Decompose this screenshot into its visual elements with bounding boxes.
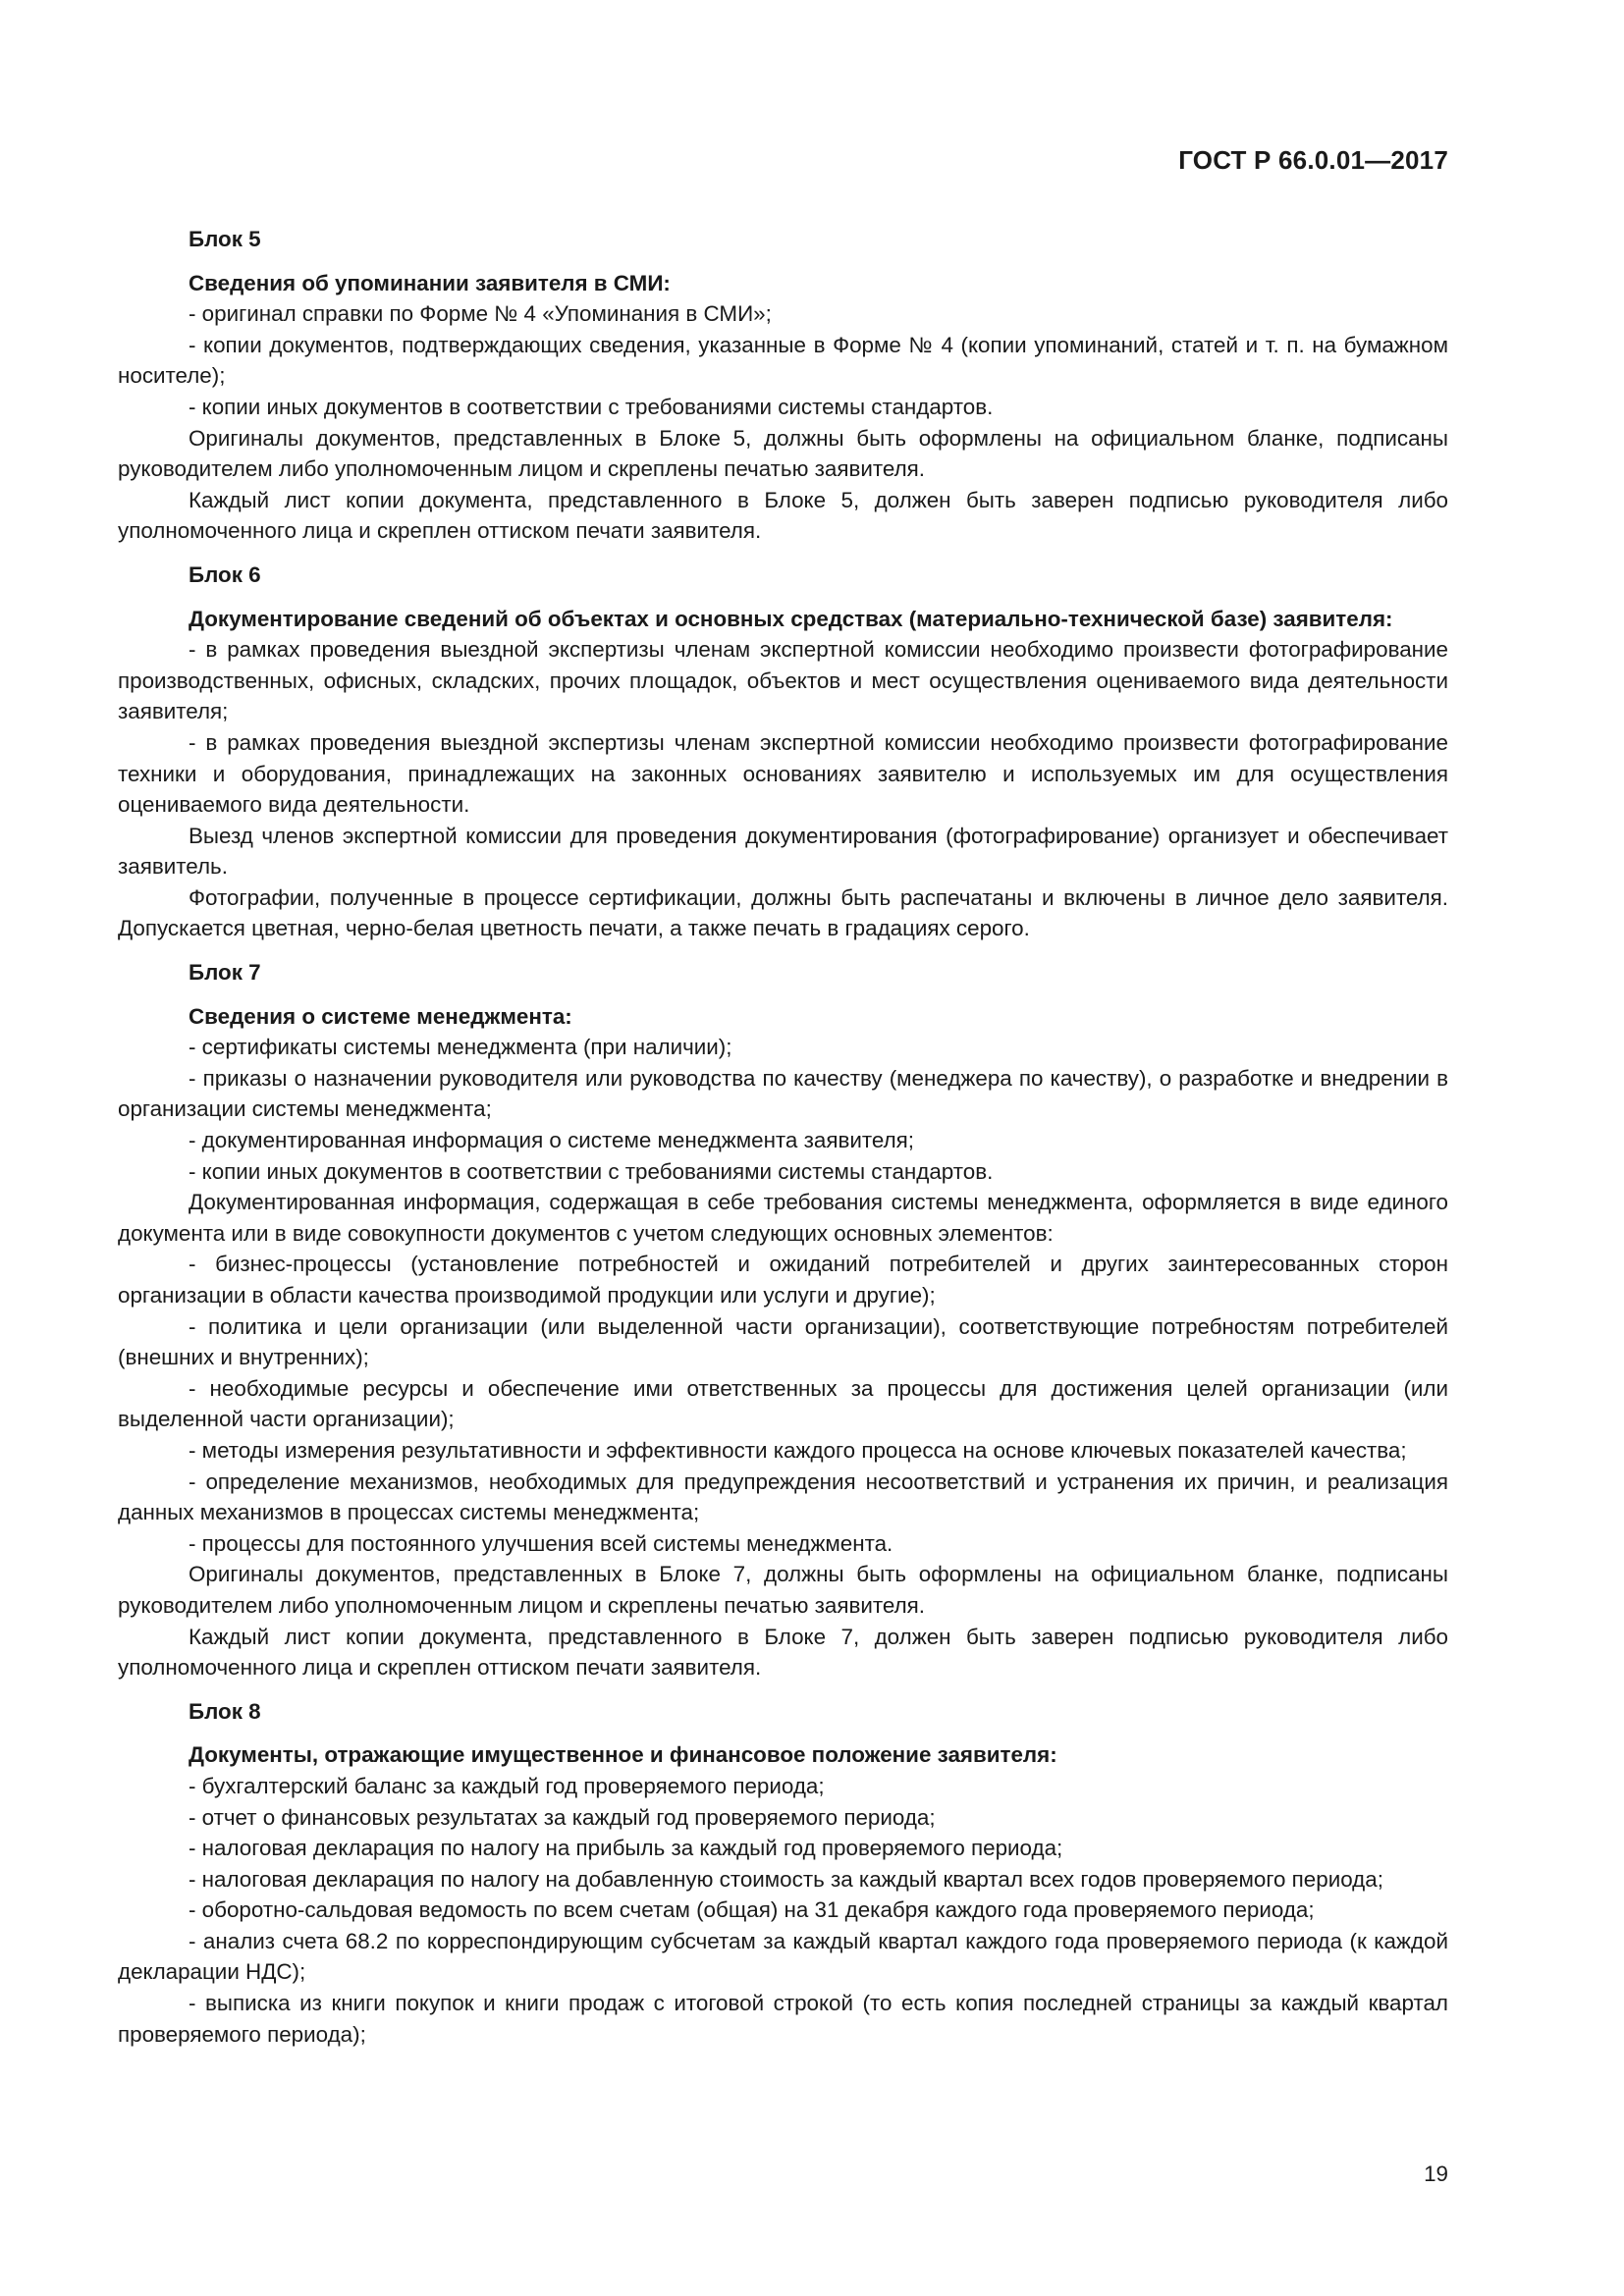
body-paragraph: Документированная информация, содержащая в себе требования системы менеджмента, оформляется в виде единого документа или в виде совокупности документов с учетом следующих основных элементов: xyxy=(118,1190,1448,1246)
body-paragraph: - политика и цели организации (или выделенной части организации), соответствующие потребностям потребителей (внешних и внутренних); xyxy=(118,1313,1448,1370)
body-paragraph: - налоговая декларация по налогу на добавленную стоимость за каждый квартал всех годов проверяемого периода; xyxy=(189,1866,1383,1892)
body-paragraph: - отчет о финансовых результатах за каждый год проверяемого периода; xyxy=(189,1804,936,1830)
document-body xyxy=(118,224,1448,2050)
body-paragraph: Каждый лист копии документа, представленного в Блоке 5, должен быть заверен подписью руководителя либо уполномоченного лица и скреплен оттиском печати заявителя. xyxy=(118,487,1448,544)
block-title: Блок 8 xyxy=(189,1698,261,1724)
body-paragraph: - приказы о назначении руководителя или руководства по качеству (менеджера по качеству), о разработке и внедрении в организации системы менеджмента; xyxy=(118,1065,1448,1122)
body-paragraph: - документированная информация о системе менеджмента заявителя; xyxy=(189,1128,914,1153)
body-paragraph: Каждый лист копии документа, представленного в Блоке 7, должен быть заверен подписью руководителя либо уполномоченного лица и скреплен оттиском печати заявителя. xyxy=(118,1624,1448,1681)
section-heading: Документирование сведений об объектах и основных средствах (материально-технической базе) заявителя: xyxy=(189,606,1393,631)
body-paragraph: - определение механизмов, необходимых для предупреждения несоответствий и устранения их причин, и реализация данных механизмов в процессах системы менеджмента; xyxy=(118,1468,1448,1525)
page-number: 19 xyxy=(1424,2162,1448,2186)
body-paragraph: - методы измерения результативности и эффективности каждого процесса на основе ключевых показателей качества; xyxy=(189,1437,1407,1463)
document-page xyxy=(118,0,1448,2296)
block-title: Блок 7 xyxy=(189,960,261,986)
body-paragraph: - оригинал справки по Форме № 4 «Упоминания в СМИ»; xyxy=(189,301,772,327)
body-paragraph: - налоговая декларация по налогу на прибыль за каждый год проверяемого периода; xyxy=(189,1836,1063,1861)
body-paragraph: - бизнес-процессы (установление потребностей и ожиданий потребителей и других заинтересованных сторон организации в области качества производимой продукции или услуги и другие); xyxy=(118,1252,1448,1308)
body-paragraph: Фотографии, полученные в процессе сертификации, должны быть распечатаны и включены в личное дело заявителя. Допускается цветная, черно-белая цветность печати, а также печать в градациях серого. xyxy=(118,884,1448,941)
body-paragraph: Выезд членов экспертной комиссии для проведения документирования (фотографирование) организует и обеспечивает заявитель. xyxy=(118,823,1448,880)
body-paragraph: - оборотно-сальдовая ведомость по всем счетам (общая) на 31 декабря каждого года проверяемого периода; xyxy=(189,1897,1315,1923)
section-heading: Сведения о системе менеджмента: xyxy=(189,1003,572,1029)
body-paragraph: - анализ счета 68.2 по корреспондирующим субсчетам за каждый квартал каждого года проверяемого периода (к каждой декларации НДС); xyxy=(118,1928,1448,1985)
block-title: Блок 5 xyxy=(189,227,261,251)
section-heading: Документы, отражающие имущественное и финансовое положение заявителя: xyxy=(189,1742,1057,1768)
body-paragraph: - сертификаты системы менеджмента (при наличии); xyxy=(189,1035,732,1060)
body-paragraph: - необходимые ресурсы и обеспечение ими ответственных за процессы для достижения целей организации (или выделенной части организации); xyxy=(118,1375,1448,1432)
body-paragraph: Оригиналы документов, представленных в Блоке 7, должны быть оформлены на официальном бланке, подписаны руководителем либо уполномоченным лицом и скреплены печатью заявителя. xyxy=(118,1562,1448,1618)
body-paragraph: - процессы для постоянного улучшения всей системы менеджмента. xyxy=(189,1530,893,1556)
body-paragraph: - в рамках проведения выездной экспертизы членам экспертной комиссии необходимо произвести фотографирование производственных, офисных, складских, прочих площадок, объектов и мест осуществления оцениваемого вида деятельности заявителя; xyxy=(118,637,1448,724)
block-title: Блок 6 xyxy=(189,561,261,587)
body-paragraph: - копии документов, подтверждающих сведения, указанные в Форме № 4 (копии упоминаний, статей и т. п. на бумажном носителе); xyxy=(118,332,1448,389)
body-paragraph: - выписка из книги покупок и книги продаж с итоговой строкой (то есть копия последней страницы за каждый квартал проверяемого периода); xyxy=(118,1991,1448,2047)
section-heading: Сведения об упоминании заявителя в СМИ: xyxy=(189,270,671,295)
body-paragraph: - копии иных документов в соответствии с требованиями системы стандартов. xyxy=(189,394,994,419)
body-paragraph: Оригиналы документов, представленных в Блоке 5, должны быть оформлены на официальном бланке, подписаны руководителем либо уполномоченным лицом и скреплены печатью заявителя. xyxy=(118,425,1448,482)
document-code-header: ГОСТ Р 66.0.01—2017 xyxy=(1178,145,1448,175)
body-paragraph: - бухгалтерский баланс за каждый год проверяемого периода; xyxy=(189,1773,825,1798)
body-paragraph: - в рамках проведения выездной экспертизы членам экспертной комиссии необходимо произвести фотографирование техники и оборудования, принадлежащих на законных основаниях заявителю и используемых им для осуществления оцениваемого вида деятельности. xyxy=(118,729,1448,818)
body-paragraph: - копии иных документов в соответствии с требованиями системы стандартов. xyxy=(189,1158,994,1184)
